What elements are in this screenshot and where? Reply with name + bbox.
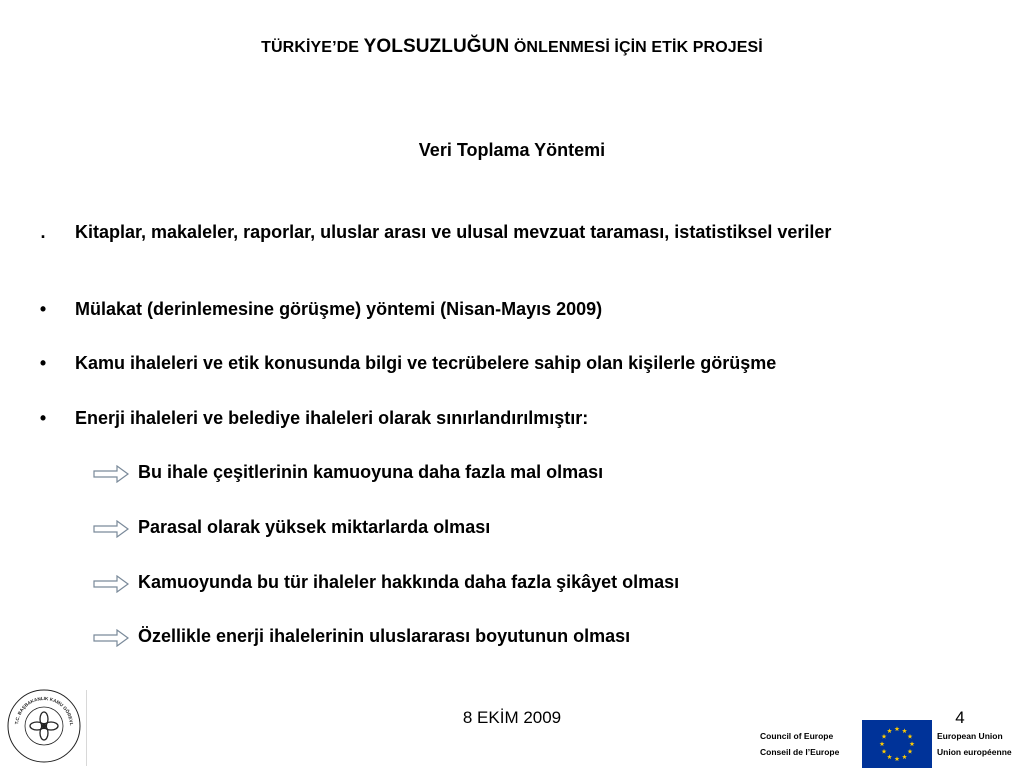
sub-item-text: Parasal olarak yüksek miktarlarda olması: [138, 517, 491, 537]
coe-english: Council of Europe: [760, 731, 834, 741]
bullet-mark: .: [40, 222, 46, 242]
page-number: 4: [955, 708, 965, 727]
footer-divider: [86, 690, 87, 766]
sub-item-text: Kamuoyunda bu tür ihaleler hakkında daha fazla şikâyet olması: [138, 572, 680, 592]
bullet-mark: •: [39, 299, 47, 319]
eu-french: Union européenne: [937, 747, 1012, 757]
right-arrow-icon: [93, 520, 129, 538]
bullet-text: Mülakat (derinlemesine görüşme) yöntemi (Nisan-Mayıs 2009): [75, 299, 603, 319]
bullet-text: Enerji ihaleleri ve belediye ihaleleri olarak sınırlandırılmıştır:: [75, 408, 589, 428]
footer-date: 8 EKİM 2009: [462, 708, 562, 727]
eu-english: European Union: [937, 731, 1003, 741]
eu-flag-icon: [862, 720, 932, 768]
bullet-text: Kamu ihaleleri ve etik konusunda bilgi ve tecrübelere sahip olan kişilerle görüşme: [75, 353, 777, 373]
right-arrow-icon: [93, 575, 129, 593]
coe-french: Conseil de l’Europe: [760, 747, 840, 757]
sub-item-text: Özellikle enerji ihalelerinin uluslararası boyutunun olması: [138, 626, 631, 646]
right-arrow-icon: [93, 465, 129, 483]
european-union-label: [937, 728, 1012, 760]
council-of-europe-label: [760, 728, 839, 760]
title-part-2: ÖNLENMESİ İÇİN ETİK PROJESİ: [509, 39, 763, 56]
slide-title: [0, 36, 1024, 58]
title-part-1: TÜRKİYE’DE: [261, 39, 364, 56]
right-arrow-icon: [93, 629, 129, 647]
bullet-mark: •: [39, 353, 47, 373]
section-subtitle: Veri Toplama Yöntemi: [418, 140, 606, 160]
bullet-mark: •: [39, 408, 47, 428]
title-emphasis: YOLSUZLUĞUN: [363, 36, 510, 57]
svg-text:T.C. BAŞBAKANLIK KAMU GÖREVLİL: T.C. BAŞBAKANLIK KAMU GÖREVL: [14, 695, 75, 726]
bullet-text: Kitaplar, makaleler, raporlar, uluslar arası ve ulusal mevzuat taraması, istatistiksel veriler: [75, 222, 832, 242]
sub-item-text: Bu ihale çeşitlerinin kamuoyuna daha fazla mal olması: [138, 462, 604, 482]
